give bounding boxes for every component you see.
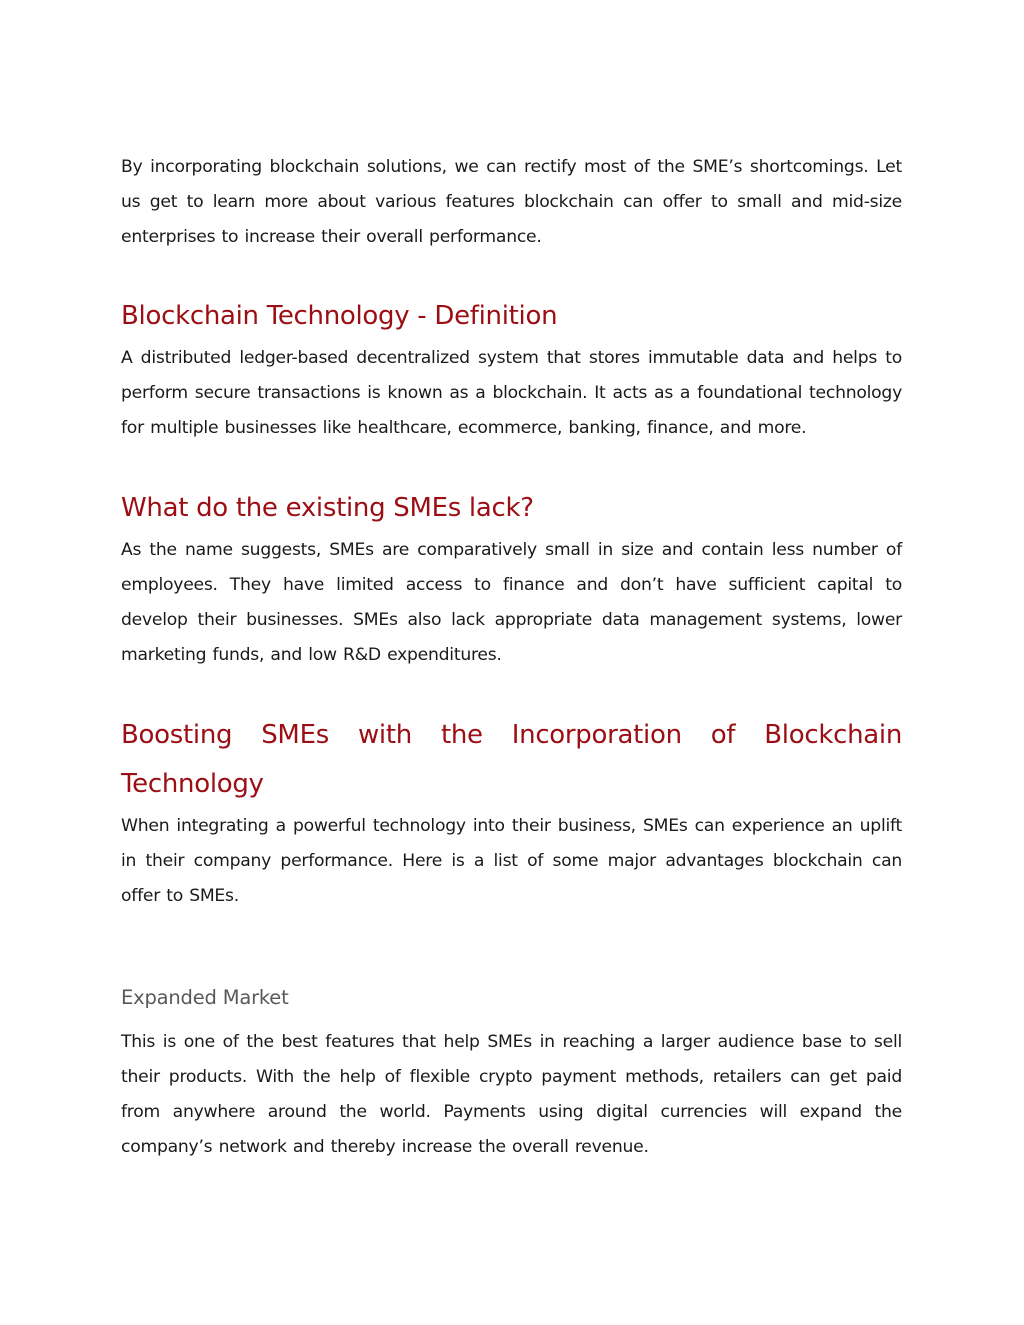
section-body-boosting-smes: When integrating a powerful technology into their business, SMEs can experience an uplift in their company performance. Here is a list of some major advantages blockchain can offer to SMEs. [121, 816, 902, 906]
section-heading-definition: Blockchain Technology - Definition [121, 301, 558, 331]
section-heading-smes-lack: What do the existing SMEs lack? [121, 493, 534, 523]
subsection-heading-expanded-market: Expanded Market [121, 986, 289, 1009]
section-body-definition: A distributed ledger-based decentralized system that stores immutable data and helps to perform secure transactions is known as a blockchain. It acts as a foundational technology for multiple businesses like healthcare, ecommerce, banking, finance, and more. [121, 348, 902, 438]
intro-paragraph: By incorporating blockchain solutions, we can rectify most of the SME’s shortcomings. Let us get to learn more about various features blockchain can offer to small and mid-size enterprises to increase their overall performance. [121, 157, 902, 247]
document-content [121, 150, 902, 1165]
section-heading-boosting-smes: Boosting SMEs with the Incorporation of Blockchain Technology [121, 720, 902, 799]
section-body-smes-lack: As the name suggests, SMEs are comparatively small in size and contain less number of employees. They have limited access to finance and don’t have sufficient capital to develop their businesses. SMEs also lack appropriate data management systems, lower marketing funds, and low R&D expenditures. [121, 540, 902, 665]
subsection-body-expanded-market: This is one of the best features that help SMEs in reaching a larger audience base to sell their products. With the help of flexible crypto payment methods, retailers can get paid from anywhere around the world. Payments using digital currencies will expand the company’s network and thereby increase the overall revenue. [121, 1032, 902, 1157]
